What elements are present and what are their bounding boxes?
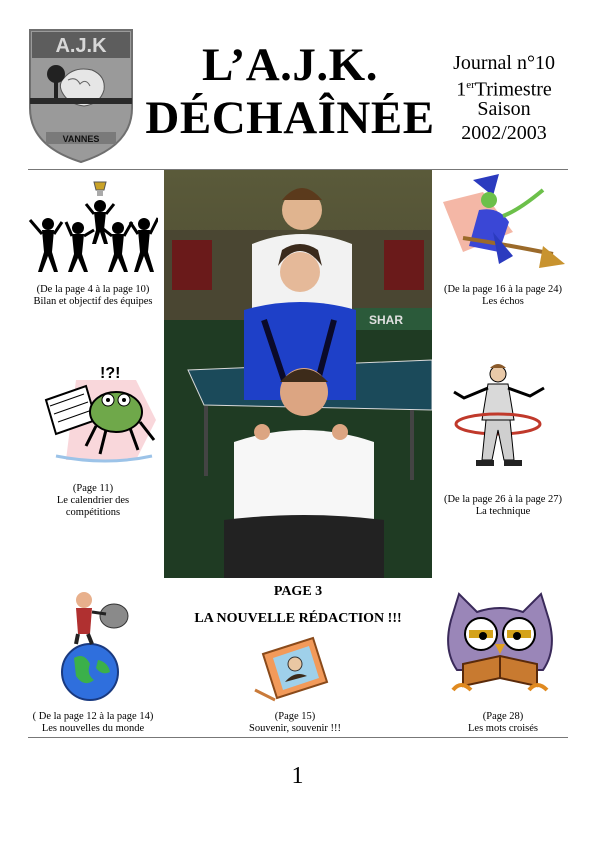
framed-portrait-icon	[253, 634, 335, 702]
section-5-pages: ( De la page 12 à la page 14)	[32, 711, 154, 722]
footer-rule	[28, 737, 568, 738]
section-3-pages: (Page 11)	[72, 483, 114, 494]
ajk-club-logo	[28, 28, 134, 164]
masthead-title-line1: L’A.J.K.	[202, 39, 378, 91]
section-6-pages: (Page 15)	[274, 711, 316, 722]
issue-journal-number: Journal n°10	[453, 52, 555, 74]
man-with-hula-hoop-icon	[446, 362, 556, 474]
section-5-title: Les nouvelles du monde	[41, 723, 145, 734]
issue-trimestre	[444, 74, 564, 101]
issue-saison-label: Saison	[477, 98, 531, 120]
svg-text:!?!: !?!	[100, 365, 121, 382]
team-photo	[164, 170, 432, 578]
trimestre-superscript: er	[466, 79, 475, 91]
section-2-pages: (De la page 16 à la page 24)	[443, 284, 563, 295]
section-4-title: La technique	[475, 506, 531, 517]
section-6-title: Souvenir, souvenir !!!	[248, 723, 342, 734]
owl-reading-icon	[433, 590, 567, 702]
section-1-title: Bilan et objectif des équipes	[33, 296, 153, 307]
sign-text: SHAR	[369, 313, 404, 327]
section-3-title: Le calendrier des compétitions	[56, 495, 130, 518]
section-4-pages: (De la page 26 à la page 27)	[443, 494, 563, 505]
svg-text:A.J.K: A.J.K	[55, 35, 107, 57]
witch-on-broom-icon	[433, 172, 567, 280]
trimestre-number: 1	[456, 78, 467, 101]
man-on-globe-icon	[54, 588, 134, 702]
svg-text:VANNES: VANNES	[62, 134, 100, 144]
section-2-title: Les échos	[482, 296, 524, 307]
cheering-crowd-icon	[28, 172, 158, 280]
section-7-pages: (Page 28)	[482, 711, 524, 722]
section-1-pages: (De la page 4 à la page 10)	[36, 284, 150, 295]
center-page-label: PAGE 3	[273, 584, 323, 599]
issue-saison-years: 2002/2003	[461, 122, 547, 144]
section-7-title: Les mots croisés	[468, 723, 538, 734]
frog-with-calendar-icon	[36, 360, 160, 472]
team-photo-image	[164, 170, 432, 578]
page-number: 1	[291, 763, 304, 789]
trimestre-word: Trimestre	[474, 78, 552, 101]
masthead-title-line2: DÉCHAÎNÉE	[145, 92, 435, 144]
center-headline: LA NOUVELLE RÉDACTION !!!	[194, 611, 402, 626]
